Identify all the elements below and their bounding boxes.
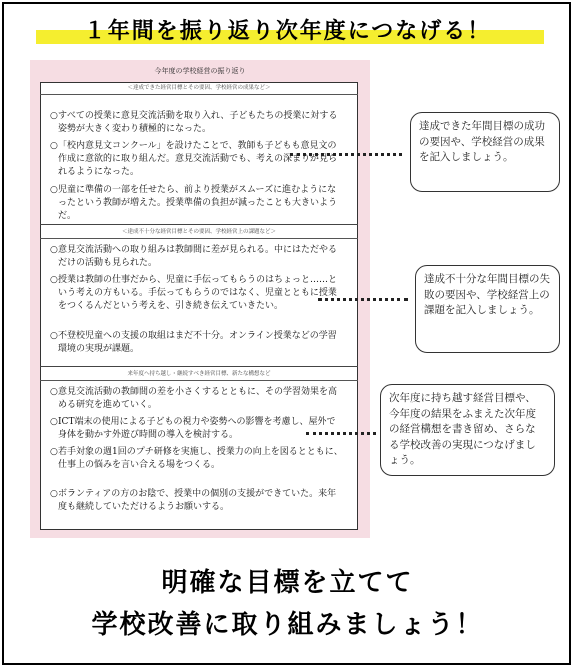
section-3-item: ○ 意見交流活動の教師間の差を小さくするとともに、その学習効果を高める研究を進めていく。 [50, 387, 338, 410]
closing-message-line1: 明確な目標を立てて [161, 568, 414, 598]
section-1-item: ○ 児童に準備の一部を任せたら、前より授業がスムーズに進むようになったという教師が増えた。授業準備の負担が減ったことも大きいようだ。 [50, 185, 338, 221]
section-1-item: ○ 「校内意見文コンクール」を設けたことで、教師も子どもも意見文の作成に意欲的に取り組んだ。意見交流活動でも、考えの深まりが見られるようになった。 [50, 141, 338, 177]
section-2-header: ＜達成不十分な経営目標とその要因、学校経営上の課題など＞ [40, 226, 358, 239]
section-3-item: ○ ICT端末の使用による子どもの視力や姿勢への影響を考慮し、屋外で身体を動かす外遊び時間の導入を検討する。 [50, 417, 336, 440]
section-3-header: 来年度へ持ち越し・継続すべき経営目標、新たな構想など [40, 368, 358, 381]
section-1-header: ＜達成できた経営目標とその要因、学校経営の成果など＞ [40, 82, 358, 95]
section-3-item: ○ 若手対象の週1回のプチ研修を実施し、授業力の向上を図るとともに、仕事上の悩みを言い合える場をつくる。 [50, 447, 343, 470]
leader-line [306, 432, 376, 435]
leader-line [318, 298, 408, 301]
headline: １年間を振り返り次年度につなげる！ [83, 19, 492, 44]
section-3-item: ○ ボランティアの方のお陰で、授業中の個別の支援ができていた。来年度も継続していただけるようお願いする。 [50, 489, 337, 512]
section-divider [40, 224, 358, 225]
callout-issues: 達成不十分な年間目標の失敗の要因や、学校経営上の課題を記入しましょう。 [415, 265, 560, 353]
section-2-item: ○ 授業は教師の仕事だから、児童に手伝ってもらうのはちょっと……という考えの方もいる。手伝ってもらうのではなく、児童とともに授業をつくるんだという考えを、引き続き伝えていきたい。 [50, 275, 338, 311]
callout-success: 達成できた年間目標の成功の要因や、学校経営の成果を記入しましょう。 [410, 112, 560, 192]
section-2-item: ○ 不登校児童への支援の取組はまだ不十分。オンライン授業などの学習環境の実現が課題。 [50, 331, 337, 354]
leader-line [290, 153, 402, 156]
closing-message-line2: 学校改善に取り組みましょう！ [91, 610, 484, 640]
section-1-item: ○ すべての授業に意見交流活動を取り入れ、子どもたちの授業に対する姿勢が大きく変わり積極的になった。 [50, 111, 338, 134]
sheet-title: 今年度の学校経営の振り返り [154, 67, 246, 75]
section-2-item: ○ 意見交流活動への取り組みは教師間に差が見られる。中にはただやるだけの活動も見られた。 [50, 245, 338, 268]
section-divider [40, 366, 358, 367]
callout-next-year: 次年度に持ち越す経営目標や、今年度の結果をふまえた次年度の経営構想を書き留め、さらなる学校改善の実現につなげましょう。 [380, 384, 555, 476]
